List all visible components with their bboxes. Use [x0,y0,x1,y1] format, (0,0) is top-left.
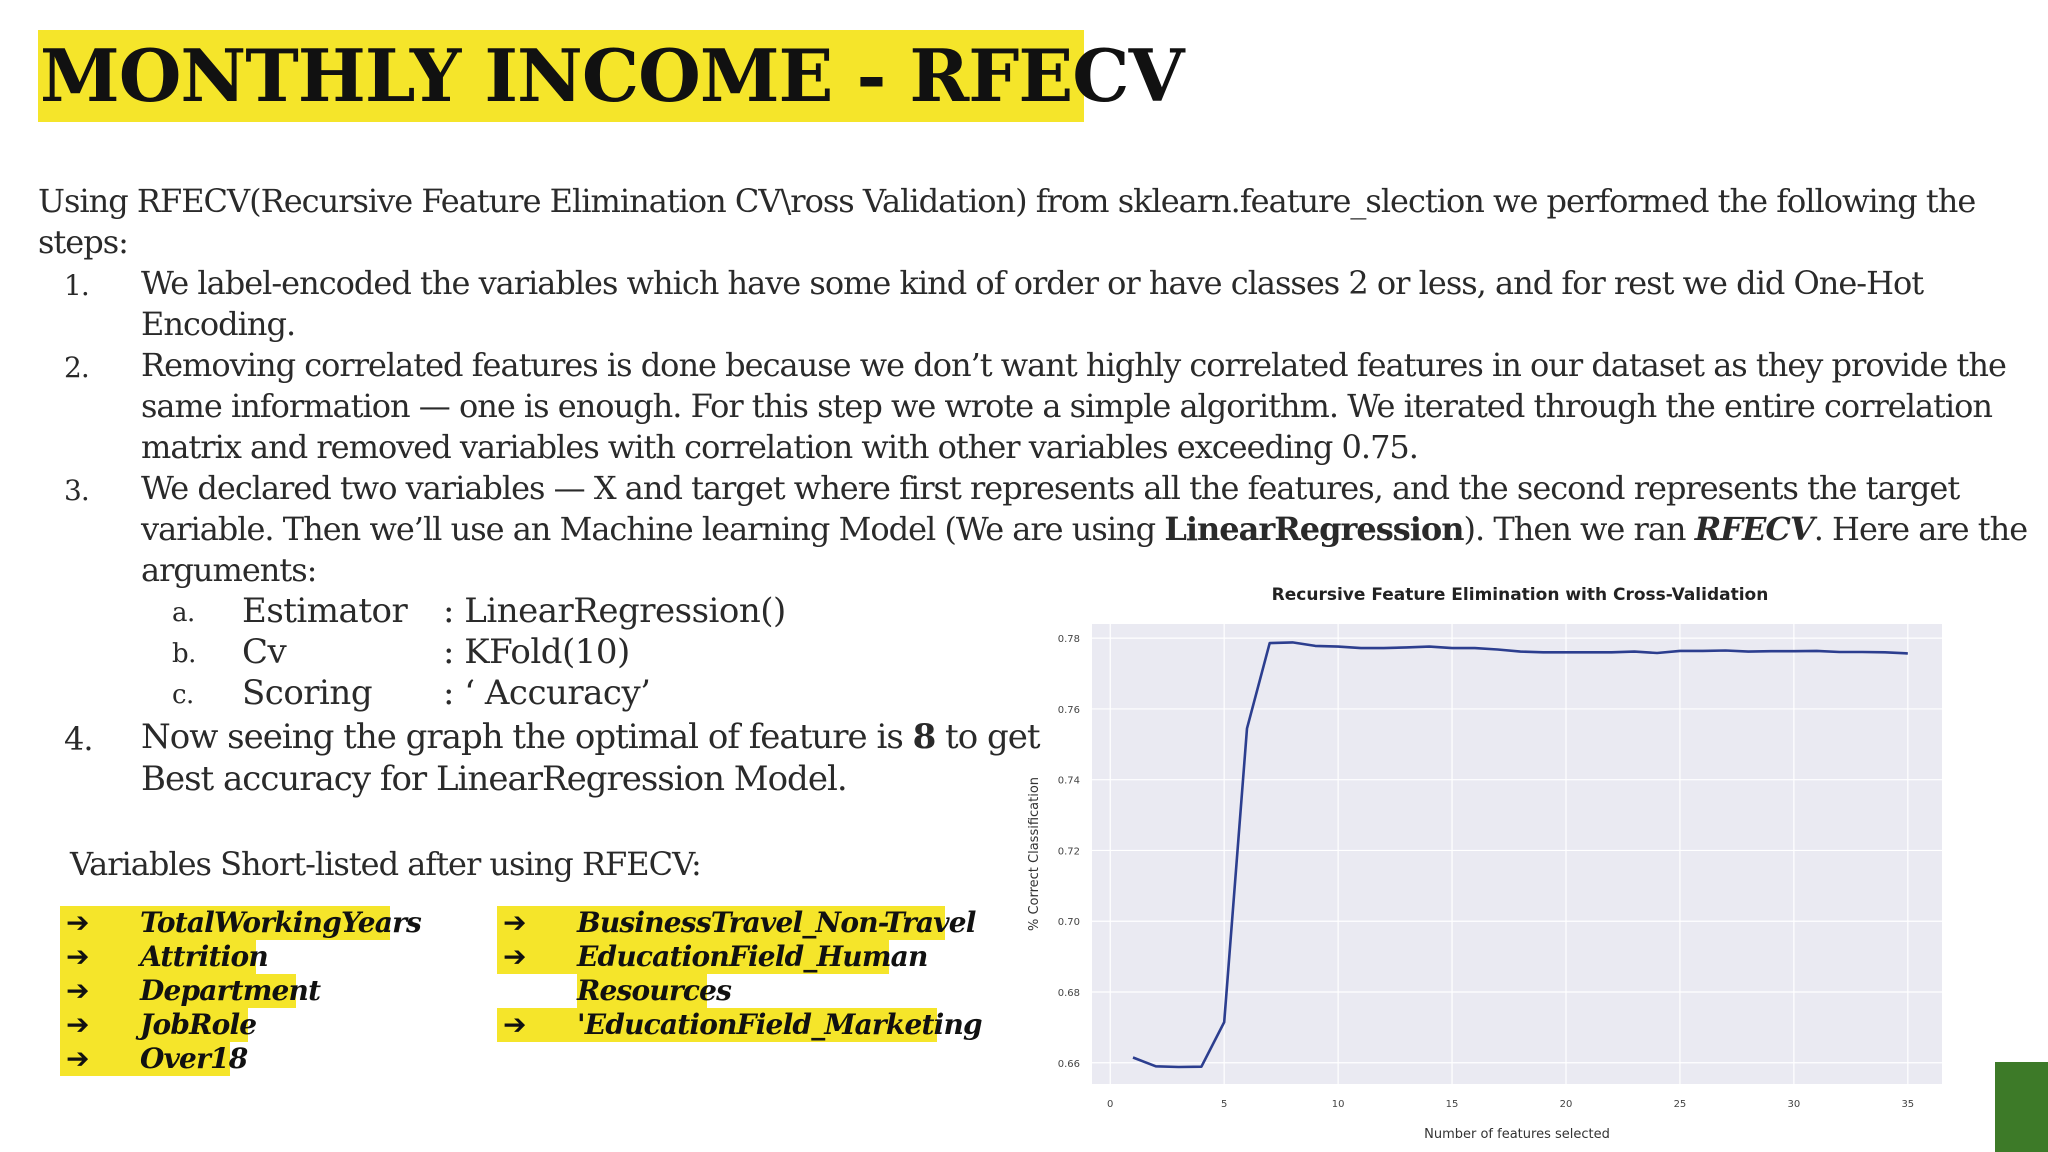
argument-name: Cv [242,632,287,672]
step-text-part: ). Then we ran [1463,510,1695,548]
step-number: 2. [64,351,89,384]
step-text-part: variable. Then we’ll use an Machine learning Model (We are using [141,510,1165,548]
decorative-corner-block [1995,1062,2048,1152]
shortlist-item [60,1008,257,1042]
arrow-icon: ➔ [503,906,526,939]
step-text: Best accuracy for LinearRegression Model. [141,759,847,799]
y-tick-label: 0.72 [1057,846,1080,858]
x-tick-label: 20 [1559,1099,1573,1110]
y-tick-label: 0.68 [1057,988,1080,999]
variable-name: Attrition [140,940,268,973]
intro-line-2: steps: [38,223,128,261]
rfecv-label: RFECV [1694,510,1814,548]
step-text: Encoding. [141,305,296,343]
x-tick-label: 30 [1787,1099,1801,1110]
plot-background [1092,624,1942,1084]
x-tick-label: 15 [1445,1099,1459,1110]
step-text: Removing correlated features is done because we don’t want highly correlated features in our dataset as they provide the [141,346,2006,384]
step-text-part: to get [935,717,1040,757]
rfecv-line-chart [1010,610,2010,1140]
arrow-icon: ➔ [503,1008,526,1041]
arrow-icon: ➔ [503,940,526,973]
shortlist-item [497,940,928,974]
y-axis-ticks [1058,634,1080,1070]
argument-name: Estimator [242,591,408,631]
shortlist-title: Variables Short-listed after using RFECV: [70,845,701,883]
x-tick-label: 0 [1107,1099,1114,1110]
step-number: 4. [64,720,93,758]
shortlist-item [497,906,976,940]
y-tick-label: 0.74 [1057,775,1080,787]
shortlist-item [497,1008,982,1042]
variable-name: 'EducationField_Marketing [577,1008,982,1041]
argument-letter: c. [172,680,194,710]
variable-name: BusinessTravel_Non-Travel [577,906,976,939]
arrow-icon: ➔ [66,1008,89,1041]
step-text: arguments: [141,551,317,589]
argument-letter: b. [172,639,196,669]
shortlist-item [60,974,321,1008]
step-text-part: . Here are the [1813,510,2028,548]
y-tick-label: 0.76 [1057,704,1080,716]
step-text: matrix and removed variables with correlation with other variables exceeding 0.75. [141,428,1418,466]
shortlist-item [60,940,268,974]
optimal-feature-count: 8 [912,717,936,757]
step-text: We label-encoded the variables which have some kind of order or have classes 2 or less, and for rest we did One-Hot [141,264,1924,302]
variable-name: JobRole [140,1008,257,1041]
x-tick-label: 5 [1220,1099,1228,1110]
page-title: MONTHLY INCOME - RFECV [38,30,1084,122]
variable-name: Over18 [140,1042,248,1075]
variable-name: Resources [577,974,732,1007]
shortlist-item [60,1042,248,1076]
step-text [141,717,1040,758]
intro-paragraph [38,181,1998,263]
y-axis-label: % Correct Classification [1027,776,1042,932]
variable-name: EducationField_Human [577,940,928,973]
intro-line-1: Using RFECV(Recursive Feature Elimination CV\ross Validation) from sklearn.feature_slection we performed the following the [38,182,1976,220]
shortlist-item [60,906,422,940]
arrow-icon: ➔ [66,1042,89,1075]
argument-value: : KFold(10) [443,632,630,672]
variable-name: Department [140,974,321,1007]
chart [1010,610,2010,1144]
variable-name: TotalWorkingYears [140,906,422,939]
arrow-icon: ➔ [66,906,89,939]
model-name: LinearRegression [1164,510,1464,548]
arrow-icon: ➔ [66,940,89,973]
x-axis-label: Number of features selected [1424,1127,1610,1140]
step-number: 1. [64,269,89,302]
step-number: 3. [64,474,89,507]
arrow-icon: ➔ [66,974,89,1007]
step-text [141,509,2027,550]
y-tick-label: 0.66 [1057,1058,1080,1070]
argument-value: : ‘ Accuracy’ [443,673,651,713]
argument-name: Scoring [242,673,373,713]
x-tick-label: 35 [1901,1099,1915,1110]
step-text-part: Now seeing the graph the optimal of feature is [141,717,913,757]
x-axis-ticks [1107,1099,1914,1110]
shortlist-item-continued [577,974,732,1008]
argument-value: : LinearRegression() [443,591,786,631]
argument-letter: a. [172,598,195,628]
y-tick-label: 0.78 [1057,634,1080,646]
step-text: same information — one is enough. For this step we wrote a simple algorithm. We iterated through the entire correlation [141,387,1992,425]
step-text: We declared two variables — X and target where first represents all the features, and the second represents the target [141,469,1960,507]
x-tick-label: 25 [1673,1099,1687,1110]
x-tick-label: 10 [1331,1099,1345,1110]
y-tick-label: 0.70 [1057,917,1080,929]
chart-title: Recursive Feature Elimination with Cross-Validation [1271,585,1769,605]
